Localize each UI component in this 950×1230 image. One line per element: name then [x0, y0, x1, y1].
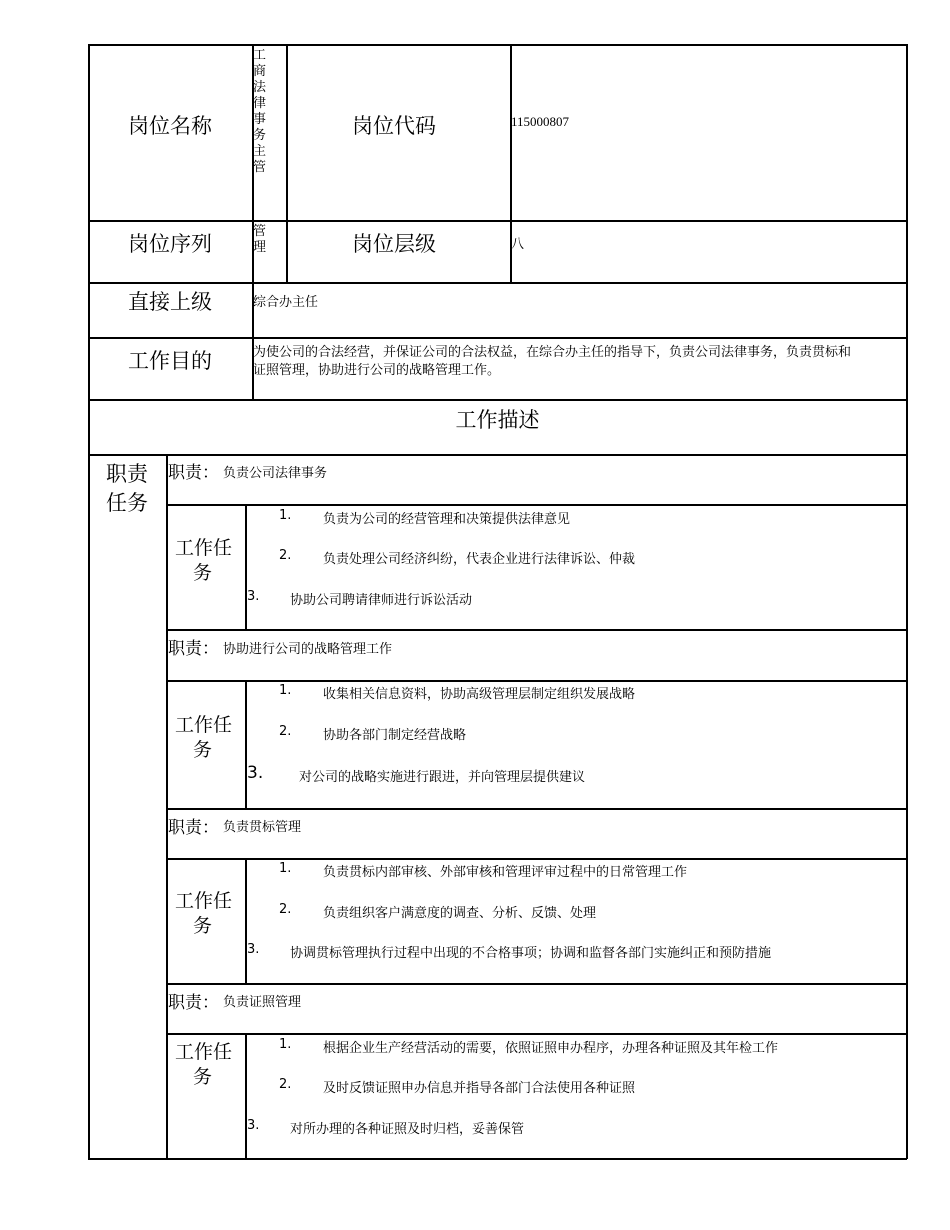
- col-divider: [166, 454, 168, 1159]
- task-number: 3.: [247, 1118, 260, 1133]
- row-divider: [88, 337, 907, 339]
- position-code-value: 115000807: [511, 114, 570, 129]
- task-text: 负责处理公司经济纠纷，代表企业进行法律诉讼、仲裁: [323, 552, 636, 567]
- work-description-title: 工作描述: [455, 408, 540, 432]
- task-number: 2.: [279, 902, 292, 917]
- position-code-label: 岗位代码: [352, 114, 436, 138]
- task-text: 对所办理的各种证照及时归档，妥善保管: [290, 1122, 525, 1137]
- row-divider: [88, 220, 907, 222]
- task-number: 1.: [279, 861, 292, 876]
- task-text: 根据企业生产经营活动的需要，依照证照申办程序，办理各种证照及其年检工作: [323, 1041, 779, 1056]
- row-divider: [166, 983, 907, 985]
- task-label-line1: 工作任: [175, 537, 233, 559]
- row-divider: [166, 629, 907, 631]
- position-name-label: 岗位名称: [128, 114, 212, 138]
- duty-title: 负责证照管理: [223, 995, 302, 1010]
- row-divider: [166, 808, 907, 810]
- task-number: 2.: [279, 1077, 292, 1092]
- task-text: 协调贯标管理执行过程中出现的不合格事项；协调和监督各部门实施纠正和预防措施: [290, 946, 772, 961]
- task-number: 3.: [247, 763, 264, 783]
- duty-prefix: 职责：: [168, 993, 219, 1013]
- task-label-line1: 工作任: [175, 1041, 233, 1063]
- task-text: 收集相关信息资料，协助高级管理层制定组织发展战略: [323, 687, 636, 702]
- purpose-label: 工作目的: [128, 349, 212, 373]
- table-border-right: [906, 44, 908, 1159]
- task-number: 2.: [279, 548, 292, 563]
- task-text: 负责贯标内部审核、外部审核和管理评审过程中的日常管理工作: [323, 865, 688, 880]
- task-number: 1.: [279, 683, 292, 698]
- table-border-bottom: [88, 1158, 907, 1160]
- task-number: 3.: [247, 589, 260, 604]
- task-text: 负责为公司的经营管理和决策提供法律意见: [323, 512, 571, 527]
- col-divider: [245, 680, 247, 809]
- table-border-top: [88, 44, 907, 46]
- purpose-text-line1: 为使公司的合法经营，并保证公司的合法权益，在综合办主任的指导下，负责公司法律事务，负责贯标和: [253, 345, 852, 360]
- task-text: 及时反馈证照申办信息并指导各部门合法使用各种证照: [323, 1081, 636, 1096]
- position-level-label: 岗位层级: [352, 232, 436, 256]
- supervisor-label: 直接上级: [128, 290, 212, 314]
- task-text: 协助各部门制定经营战略: [323, 728, 467, 743]
- row-divider: [88, 282, 907, 284]
- position-name-value: 工商法律事务主管: [253, 48, 267, 175]
- duty-column-label-line1: 职责: [106, 462, 148, 486]
- position-level-value: 八: [511, 237, 525, 252]
- supervisor-value: 综合办主任: [253, 295, 319, 310]
- task-label-line2: 务: [193, 915, 213, 937]
- task-text: 负责组织客户满意度的调查、分析、反馈、处理: [323, 906, 597, 921]
- task-text: 协助公司聘请律师进行诉讼活动: [290, 593, 473, 608]
- col-divider: [286, 44, 288, 283]
- col-divider: [245, 858, 247, 984]
- duty-prefix: 职责：: [168, 639, 219, 659]
- duty-title: 负责公司法律事务: [223, 466, 328, 481]
- task-label-line1: 工作任: [175, 890, 233, 912]
- task-number: 3.: [247, 942, 260, 957]
- duty-title: 负责贯标管理: [223, 820, 302, 835]
- purpose-text-line2: 证照管理，协助进行公司的战略管理工作。: [253, 363, 501, 378]
- task-label-line2: 务: [193, 739, 213, 761]
- row-divider: [166, 504, 907, 506]
- duty-prefix: 职责：: [168, 818, 219, 838]
- duty-title: 协助进行公司的战略管理工作: [223, 642, 393, 657]
- row-divider: [166, 1033, 907, 1035]
- col-divider: [245, 1033, 247, 1159]
- task-text: 对公司的战略实施进行跟进，并向管理层提供建议: [299, 770, 586, 785]
- task-number: 1.: [279, 1037, 292, 1052]
- row-divider: [88, 399, 907, 401]
- duty-column-label-line2: 任务: [106, 491, 148, 515]
- table-border-left: [88, 44, 90, 1159]
- row-divider: [88, 454, 907, 456]
- task-label-line2: 务: [193, 562, 213, 584]
- col-divider: [245, 504, 247, 630]
- task-number: 1.: [279, 508, 292, 523]
- row-divider: [166, 858, 907, 860]
- row-divider: [166, 680, 907, 682]
- task-label-line2: 务: [193, 1066, 213, 1088]
- task-label-line1: 工作任: [175, 714, 233, 736]
- task-number: 2.: [279, 724, 292, 739]
- position-sequence-label: 岗位序列: [128, 232, 212, 256]
- duty-prefix: 职责：: [168, 463, 219, 483]
- position-sequence-value: 管理: [253, 224, 267, 255]
